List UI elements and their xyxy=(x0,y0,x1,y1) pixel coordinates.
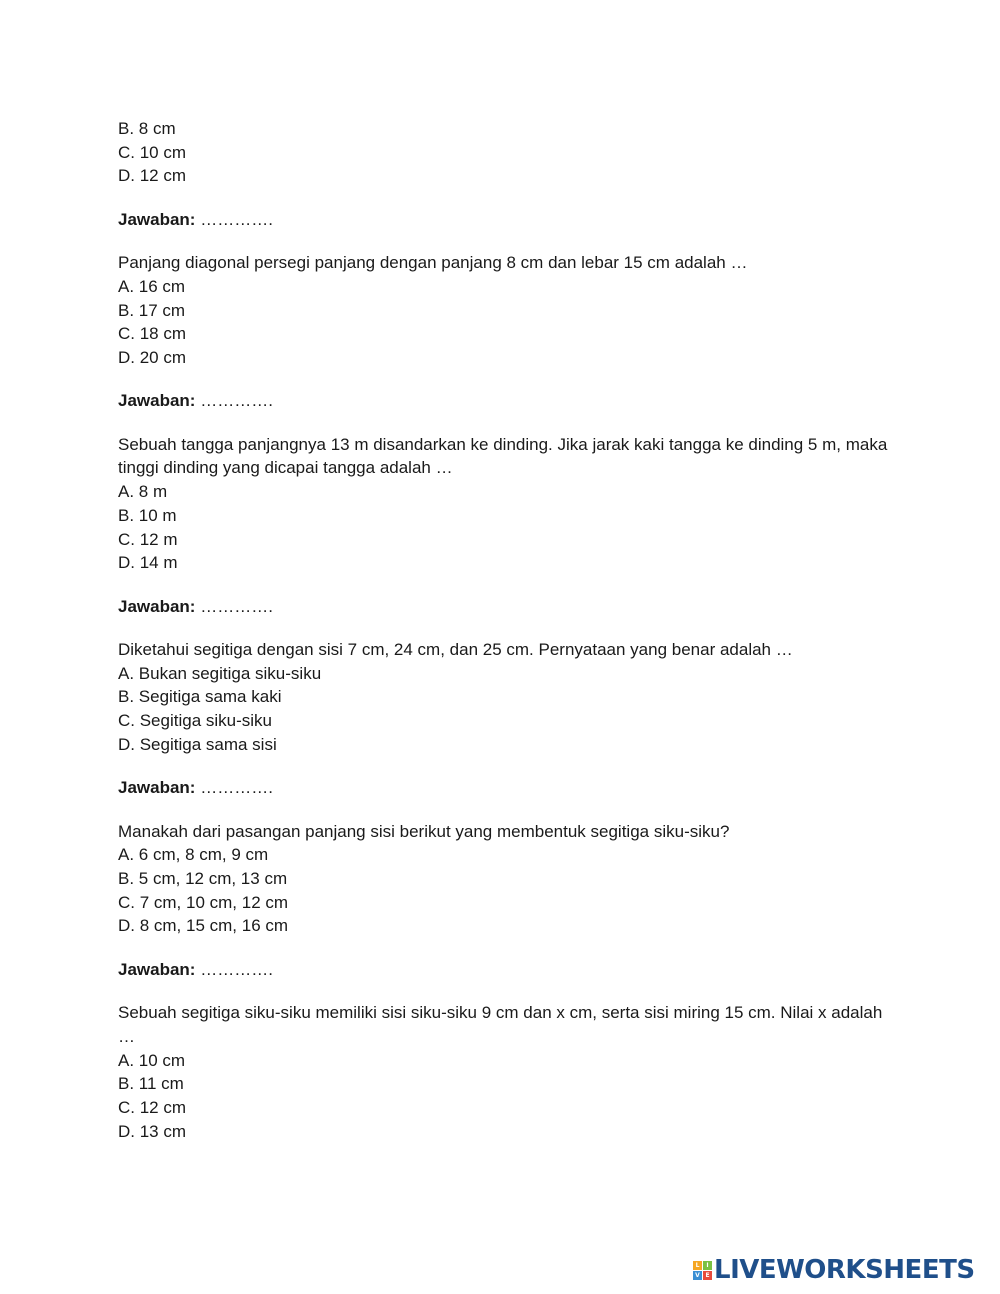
option: B. Segitiga sama kaki xyxy=(118,687,282,707)
option: B. 10 m xyxy=(118,505,177,525)
option: C. Segitiga siku-siku xyxy=(118,711,273,731)
option: D. 12 cm xyxy=(118,166,187,186)
answer-row[interactable] xyxy=(118,389,888,413)
answer-label: Jawaban: xyxy=(118,209,196,229)
question xyxy=(118,251,888,370)
answer-label: Jawaban: xyxy=(118,391,196,411)
question xyxy=(118,433,888,575)
answer-blank[interactable]: …………. xyxy=(200,959,273,979)
option: C. 18 cm xyxy=(118,324,187,344)
continued-options xyxy=(118,117,888,188)
question xyxy=(118,820,888,939)
liveworksheets-logo xyxy=(693,1256,975,1284)
question xyxy=(118,638,888,757)
option: B. 11 cm xyxy=(118,1074,184,1094)
option: B. 17 cm xyxy=(118,300,186,320)
answer-blank[interactable]: …………. xyxy=(200,778,273,798)
logo-letter: V xyxy=(693,1271,702,1280)
answer-blank[interactable]: …………. xyxy=(200,391,273,411)
option: C. 10 cm xyxy=(118,142,187,162)
answer-label: Jawaban: xyxy=(118,778,196,798)
liveworksheets-logo-icon xyxy=(693,1261,712,1280)
worksheet-content xyxy=(118,117,888,1143)
option: A. 6 cm, 8 cm, 9 cm xyxy=(118,845,269,865)
question-text: Sebuah tangga panjangnya 13 m disandarkan ke dinding. Jika jarak kaki tangga ke dinding 5 m, maka tinggi dinding yang dicapai tangga adalah … xyxy=(118,434,888,478)
option: C. 12 m xyxy=(118,529,178,549)
answer-row[interactable] xyxy=(118,595,888,619)
option: C. 12 cm xyxy=(118,1098,187,1118)
option: A. 10 cm xyxy=(118,1050,186,1070)
option: B. 5 cm, 12 cm, 13 cm xyxy=(118,869,288,889)
question xyxy=(118,1001,888,1143)
option: A. 8 m xyxy=(118,482,168,502)
logo-text: LIVEWORKSHEETS xyxy=(714,1255,975,1285)
option: A. 16 cm xyxy=(118,276,186,296)
option: D. 8 cm, 15 cm, 16 cm xyxy=(118,916,289,936)
option: A. Bukan segitiga siku-siku xyxy=(118,663,322,683)
option: C. 7 cm, 10 cm, 12 cm xyxy=(118,892,289,912)
logo-letter: L xyxy=(693,1261,702,1270)
answer-blank[interactable]: …………. xyxy=(200,209,273,229)
question-text: Panjang diagonal persegi panjang dengan panjang 8 cm dan lebar 15 cm adalah … xyxy=(118,253,748,273)
answer-row[interactable] xyxy=(118,208,888,232)
question-text: Manakah dari pasangan panjang sisi berikut yang membentuk segitiga siku-siku? xyxy=(118,821,730,841)
answer-label: Jawaban: xyxy=(118,596,196,616)
option: D. Segitiga sama sisi xyxy=(118,734,277,754)
logo-letter: I xyxy=(703,1261,712,1270)
answer-blank[interactable]: …………. xyxy=(200,596,273,616)
answer-row[interactable] xyxy=(118,958,888,982)
option: B. 8 cm xyxy=(118,119,176,138)
option: D. 13 cm xyxy=(118,1121,187,1141)
logo-letter: E xyxy=(703,1271,712,1280)
question-text: Sebuah segitiga siku-siku memiliki sisi siku-siku 9 cm dan x cm, serta sisi miring 15 cm. Nilai x adalah … xyxy=(118,1003,883,1046)
answer-row[interactable] xyxy=(118,776,888,800)
option: D. 14 m xyxy=(118,553,178,573)
question-text: Diketahui segitiga dengan sisi 7 cm, 24 cm, dan 25 cm. Pernyataan yang benar adalah … xyxy=(118,640,793,660)
option: D. 20 cm xyxy=(118,348,187,367)
answer-label: Jawaban: xyxy=(118,959,196,979)
